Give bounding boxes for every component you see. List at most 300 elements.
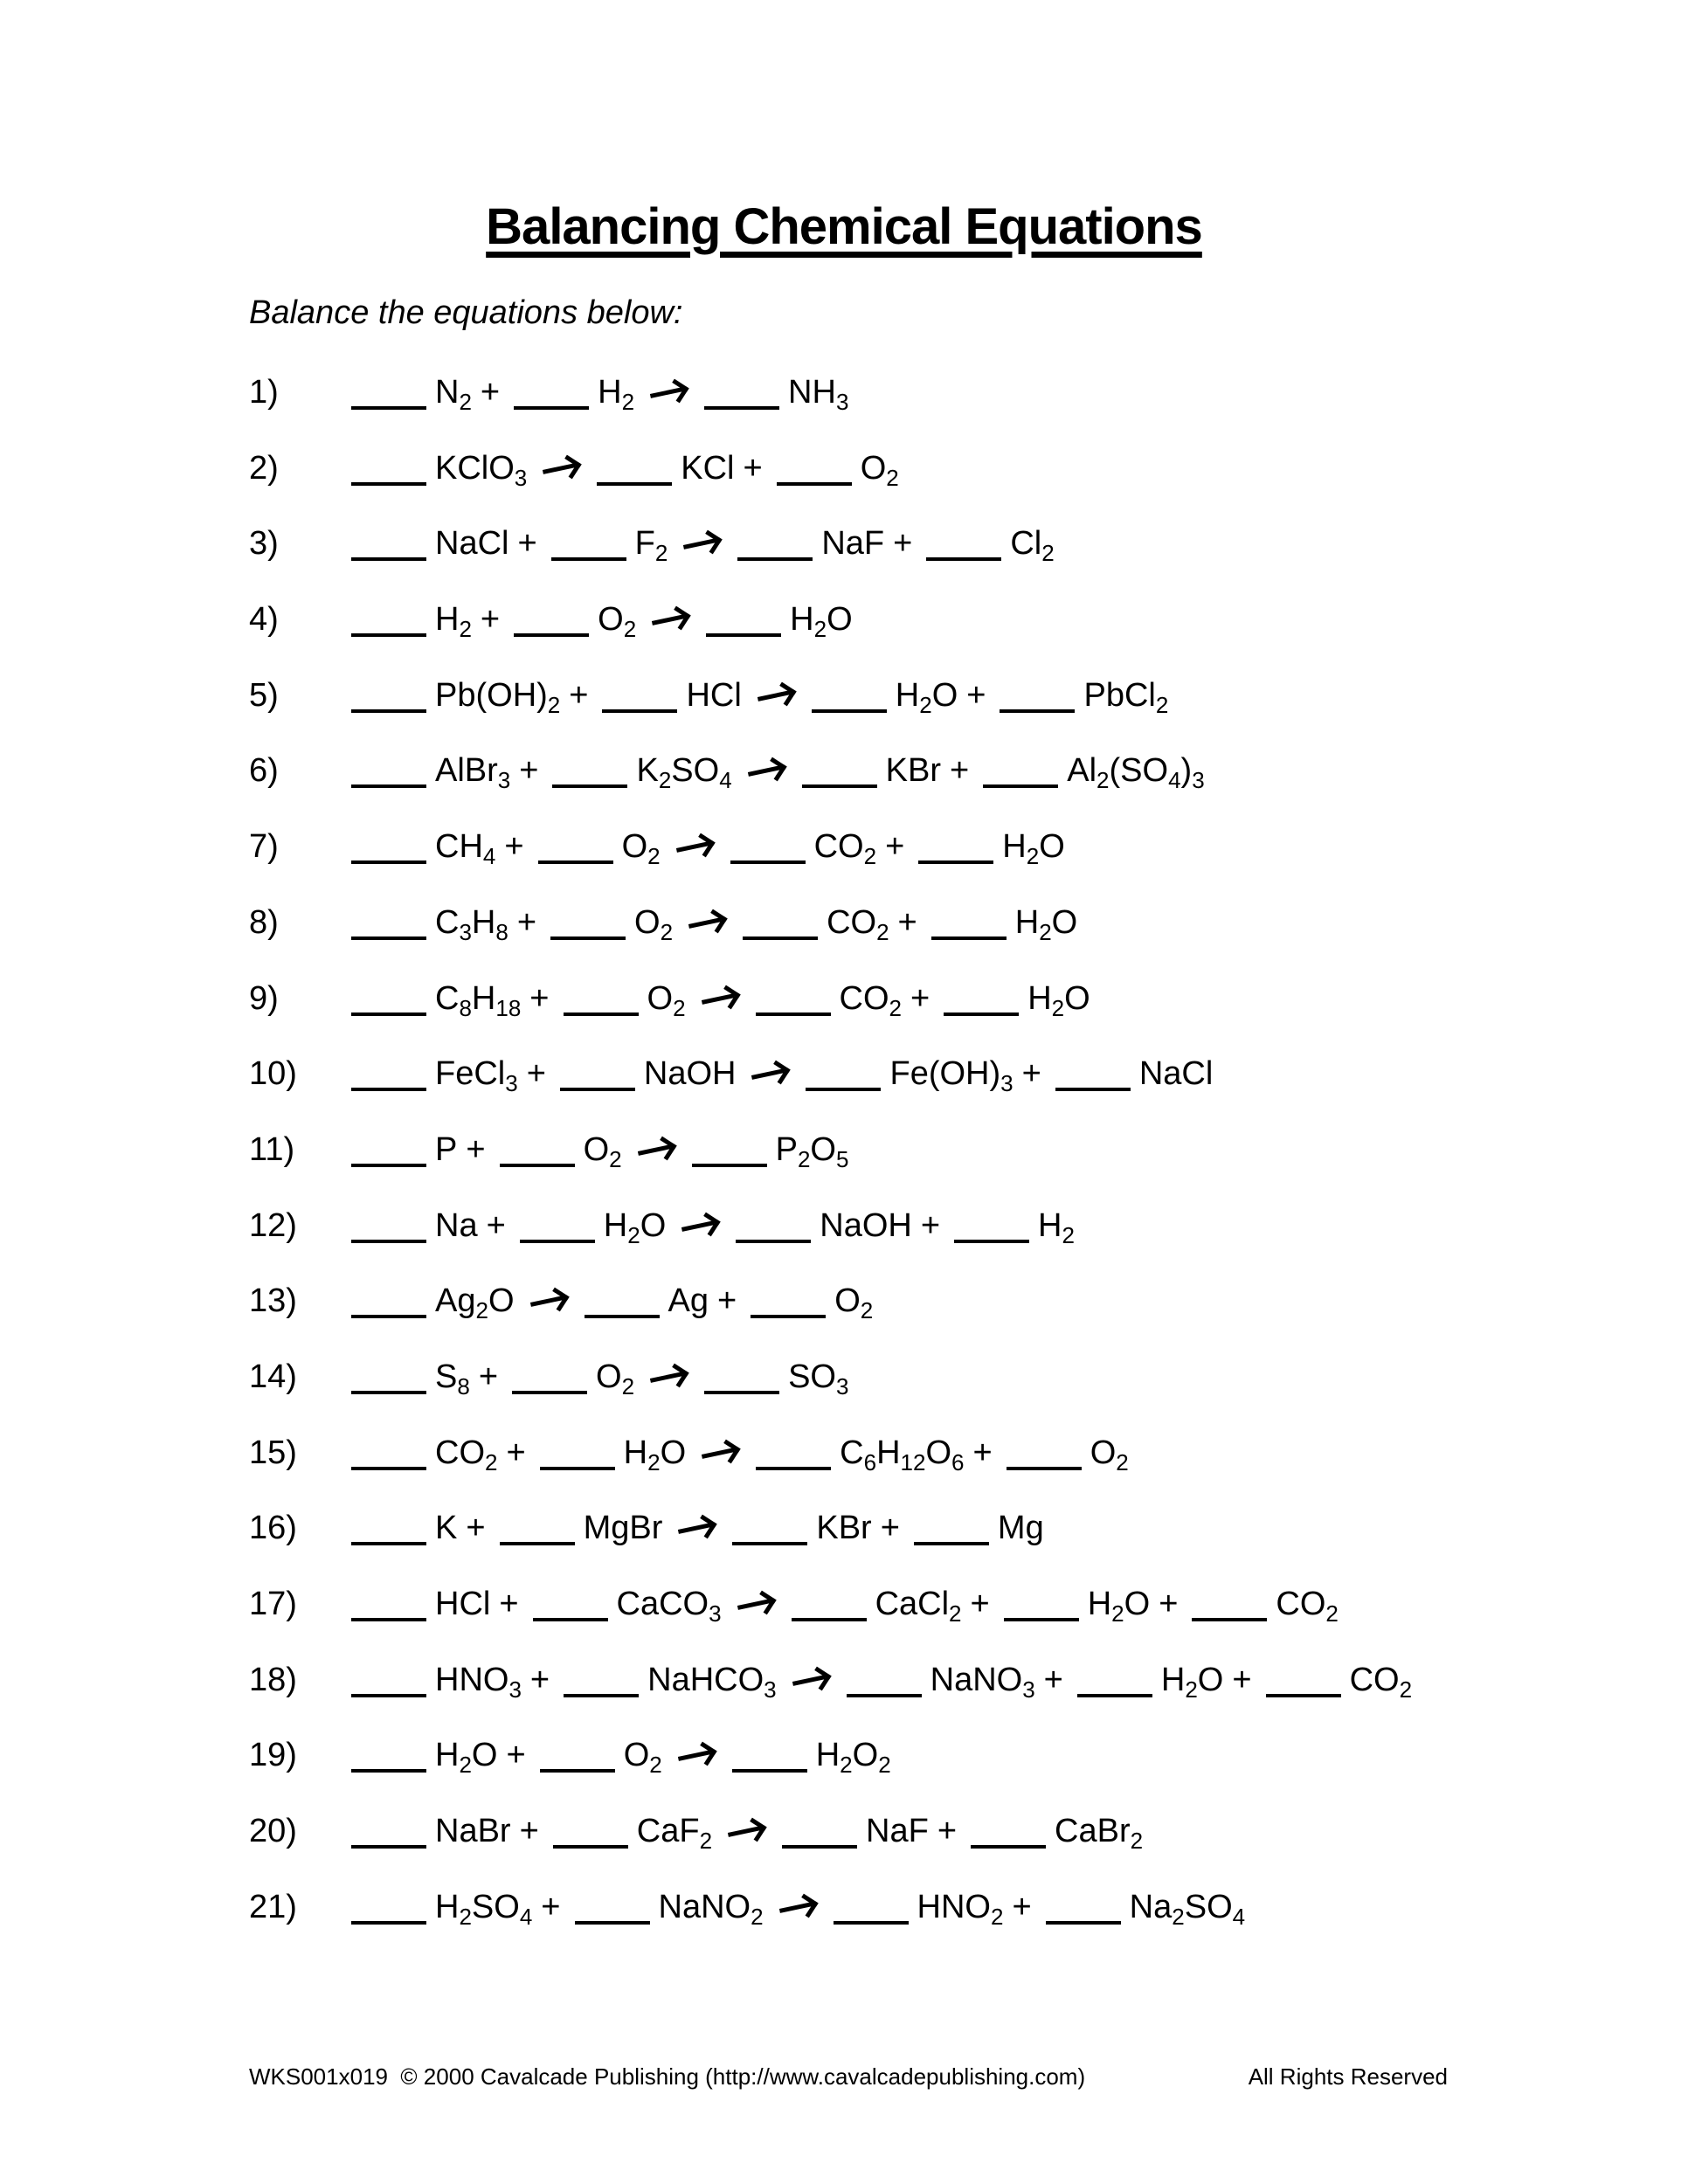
chemical-formula bbox=[886, 752, 941, 789]
answer-blank bbox=[806, 1061, 881, 1091]
formula-subscript: 2 bbox=[1116, 1448, 1129, 1476]
answer-blank bbox=[351, 758, 426, 788]
answer-blank bbox=[782, 1819, 857, 1849]
formula-text: HCl bbox=[435, 1586, 491, 1622]
answer-blank bbox=[730, 834, 806, 864]
answer-blank bbox=[914, 1516, 989, 1545]
formula-text: O bbox=[471, 1737, 498, 1774]
formula-subscript: 2 bbox=[751, 1903, 764, 1930]
formula-text: O bbox=[1064, 979, 1090, 1017]
chemical-formula bbox=[681, 450, 734, 487]
answer-blank bbox=[1266, 1668, 1341, 1697]
equation-number: 17) bbox=[249, 1586, 297, 1622]
answer-blank bbox=[533, 1592, 608, 1621]
answer-blank bbox=[847, 1668, 922, 1697]
formula-subscript: 2 bbox=[647, 1448, 661, 1476]
plus-operator: + bbox=[504, 828, 524, 866]
chemical-formula bbox=[435, 752, 511, 794]
formula-subscript: 2 bbox=[919, 691, 932, 718]
equation-row bbox=[249, 1582, 1636, 1626]
formula-subscript: 2 bbox=[1172, 1903, 1185, 1930]
formula-text: NH bbox=[788, 374, 836, 411]
formula-text: C bbox=[435, 903, 460, 941]
formula-text: C bbox=[840, 1434, 864, 1471]
chemical-formula bbox=[1055, 1813, 1144, 1855]
formula-subscript: 4 bbox=[482, 843, 496, 870]
formula-subscript: 3 bbox=[835, 389, 849, 415]
answer-blank bbox=[351, 607, 426, 637]
answer-blank bbox=[500, 1516, 575, 1545]
equation-number: 12) bbox=[249, 1206, 297, 1244]
arrow-right-icon bbox=[681, 1220, 715, 1232]
formula-subscript: 4 bbox=[1232, 1903, 1246, 1930]
chemical-formula bbox=[644, 1055, 737, 1092]
formula-text: H bbox=[1027, 979, 1052, 1017]
answer-blank bbox=[732, 1516, 807, 1545]
answer-blank bbox=[704, 380, 779, 410]
formula-subscript: 2 bbox=[1039, 918, 1052, 945]
formula-subscript: 2 bbox=[1026, 843, 1040, 870]
answer-blank bbox=[351, 1592, 426, 1621]
formula-text: H bbox=[1160, 1661, 1186, 1698]
formula-text: KBr bbox=[885, 752, 942, 790]
chemical-formula bbox=[435, 525, 508, 562]
equation-number: 4) bbox=[249, 601, 279, 639]
formula-subscript: 2 bbox=[1051, 994, 1065, 1021]
chemical-formula bbox=[775, 1130, 849, 1172]
answer-blank bbox=[692, 1137, 767, 1167]
answer-blank bbox=[737, 531, 813, 561]
answer-blank bbox=[743, 910, 818, 940]
formula-subscript: 2 bbox=[459, 1752, 472, 1779]
plus-operator: + bbox=[1159, 1586, 1179, 1622]
plus-operator: + bbox=[893, 525, 913, 563]
formula-text: AlBr bbox=[435, 752, 498, 790]
formula-text: PbCl bbox=[1083, 676, 1156, 714]
arrow-right-icon bbox=[637, 1144, 670, 1156]
chemical-formula bbox=[435, 1813, 511, 1849]
chemical-formula bbox=[584, 1510, 663, 1546]
formula-text: O bbox=[660, 1434, 687, 1471]
plus-operator: + bbox=[499, 1586, 519, 1622]
answer-blank bbox=[1077, 1668, 1152, 1697]
plus-operator: + bbox=[885, 828, 905, 866]
formula-subscript: 3 bbox=[497, 767, 511, 794]
equation-number: 2) bbox=[249, 449, 279, 487]
equation-row bbox=[249, 1128, 1636, 1171]
formula-subscript: 2 bbox=[1325, 1600, 1339, 1627]
formula-text: NaCl bbox=[435, 525, 509, 563]
formula-text: O bbox=[1090, 1434, 1117, 1471]
formula-text: H bbox=[623, 1434, 648, 1471]
plus-operator: + bbox=[526, 1055, 546, 1093]
chemical-formula bbox=[636, 1813, 713, 1855]
chemical-formula bbox=[889, 1055, 1013, 1097]
formula-text: NaOH bbox=[820, 1206, 912, 1244]
answer-blank bbox=[736, 1213, 811, 1243]
formula-text: CO bbox=[1276, 1586, 1326, 1622]
formula-subscript: 5 bbox=[835, 1145, 849, 1172]
plus-operator: + bbox=[517, 525, 537, 563]
answer-blank bbox=[1192, 1592, 1267, 1621]
formula-text: KBr bbox=[816, 1510, 872, 1547]
arrow-right-icon bbox=[702, 1448, 735, 1459]
equation-number: 21) bbox=[249, 1888, 297, 1925]
equation-row bbox=[249, 825, 1636, 868]
formula-text: H bbox=[471, 979, 496, 1017]
equation-row bbox=[249, 1885, 1636, 1929]
plus-operator: + bbox=[466, 1510, 486, 1547]
plus-operator: + bbox=[966, 676, 986, 714]
arrow-right-icon bbox=[778, 1902, 812, 1913]
formula-subscript: 2 bbox=[878, 1752, 891, 1779]
answer-blank bbox=[351, 834, 426, 864]
answer-blank bbox=[553, 1819, 628, 1849]
chemical-formula bbox=[603, 1206, 667, 1248]
formula-subscript: 2 bbox=[1111, 1600, 1124, 1627]
formula-text: NaNO bbox=[930, 1661, 1023, 1698]
page-title-text: Balancing Chemical Equations bbox=[486, 198, 1202, 255]
instructions-text: Balance the equations below: bbox=[249, 294, 683, 331]
formula-text: O bbox=[834, 1282, 861, 1320]
equation-number: 14) bbox=[249, 1358, 297, 1395]
answer-blank bbox=[564, 1668, 639, 1697]
formula-text: FeCl bbox=[435, 1055, 506, 1093]
formula-text: N bbox=[435, 374, 460, 411]
formula-text: CO bbox=[813, 828, 864, 866]
chemical-formula bbox=[816, 1510, 871, 1546]
formula-text: CO bbox=[827, 903, 877, 941]
answer-blank bbox=[552, 758, 627, 788]
formula-text: Fe(OH) bbox=[889, 1055, 1001, 1093]
formula-text: H bbox=[790, 601, 814, 639]
formula-subscript: 3 bbox=[459, 918, 472, 945]
formula-text: Mg bbox=[997, 1510, 1044, 1547]
formula-subscript: 2 bbox=[459, 389, 472, 415]
chemical-formula bbox=[813, 828, 877, 870]
formula-text: O bbox=[583, 1130, 610, 1168]
formula-text: H bbox=[598, 374, 622, 411]
formula-text: O bbox=[827, 601, 853, 639]
answer-blank bbox=[751, 1289, 826, 1318]
formula-text: CO bbox=[435, 1434, 485, 1471]
formula-subscript: 2 bbox=[699, 1828, 713, 1855]
formula-text: Na bbox=[1129, 1888, 1173, 1925]
answer-blank bbox=[954, 1213, 1029, 1243]
plus-operator: + bbox=[1021, 1055, 1041, 1093]
footer-right-text: All Rights Reserved bbox=[1248, 2063, 1448, 2090]
formula-text: F bbox=[634, 525, 655, 563]
answer-blank bbox=[540, 1743, 615, 1773]
chemical-formula bbox=[621, 828, 661, 870]
arrow-right-icon bbox=[758, 690, 791, 702]
chemical-formula bbox=[839, 979, 902, 1021]
formula-subscript: 2 bbox=[889, 994, 902, 1021]
answer-blank bbox=[351, 456, 426, 486]
plus-operator: + bbox=[920, 1206, 941, 1244]
formula-subscript: 2 bbox=[647, 843, 661, 870]
formula-subscript: 3 bbox=[1022, 1676, 1035, 1703]
chemical-formula bbox=[790, 601, 853, 643]
chemical-formula bbox=[658, 1888, 764, 1930]
formula-subscript: 2 bbox=[1155, 691, 1169, 718]
answer-blank bbox=[551, 531, 626, 561]
chemical-formula bbox=[647, 979, 686, 1021]
formula-text: CaBr bbox=[1055, 1813, 1131, 1850]
formula-text: O bbox=[810, 1130, 836, 1168]
answer-blank bbox=[351, 1668, 426, 1697]
formula-subscript: 4 bbox=[519, 1903, 533, 1930]
answer-blank bbox=[1055, 1061, 1131, 1091]
answer-blank bbox=[802, 758, 877, 788]
answer-blank bbox=[585, 1289, 660, 1318]
chemical-formula bbox=[875, 1586, 962, 1627]
formula-subscript: 8 bbox=[495, 918, 508, 945]
formula-text: C bbox=[435, 979, 460, 1017]
formula-text: H bbox=[471, 903, 496, 941]
plus-operator: + bbox=[516, 903, 537, 941]
arrow-right-icon bbox=[701, 993, 734, 1005]
answer-blank bbox=[756, 1441, 831, 1470]
answer-blank bbox=[351, 1137, 426, 1167]
formula-subscript: 2 bbox=[660, 918, 674, 945]
equation-row bbox=[249, 1431, 1636, 1475]
chemical-formula bbox=[435, 1586, 490, 1622]
formula-text: O bbox=[1124, 1586, 1151, 1622]
plus-operator: + bbox=[1012, 1888, 1032, 1925]
plus-operator: + bbox=[880, 1510, 900, 1547]
answer-blank bbox=[1000, 683, 1075, 713]
formula-text: SO bbox=[671, 752, 720, 790]
formula-subscript: 12 bbox=[900, 1448, 926, 1476]
answer-blank bbox=[351, 1441, 426, 1470]
answer-blank bbox=[351, 1895, 426, 1925]
answer-blank bbox=[777, 456, 852, 486]
formula-subscript: 2 bbox=[621, 389, 635, 415]
formula-text: O bbox=[931, 676, 958, 714]
equation-row bbox=[249, 370, 1636, 414]
formula-subscript: 8 bbox=[459, 994, 472, 1021]
chemical-formula bbox=[827, 903, 889, 945]
chemical-formula bbox=[435, 374, 472, 415]
chemical-formula bbox=[634, 903, 674, 945]
chemical-formula bbox=[623, 1737, 662, 1779]
equation-number: 18) bbox=[249, 1661, 297, 1698]
answer-blank bbox=[540, 1441, 615, 1470]
plus-operator: + bbox=[519, 752, 539, 790]
equation-number: 20) bbox=[249, 1813, 297, 1850]
formula-text: S bbox=[435, 1358, 458, 1395]
formula-text: Ag bbox=[435, 1282, 476, 1320]
answer-blank bbox=[351, 1743, 426, 1773]
chemical-formula bbox=[860, 449, 899, 491]
formula-subscript: 2 bbox=[886, 464, 899, 491]
answer-blank bbox=[500, 1137, 575, 1167]
formula-subscript: 3 bbox=[1000, 1070, 1013, 1097]
equation-number: 3) bbox=[249, 525, 279, 563]
formula-text: CO bbox=[1349, 1661, 1400, 1698]
answer-blank bbox=[351, 1365, 426, 1394]
answer-blank bbox=[351, 1061, 426, 1091]
chemical-formula bbox=[686, 677, 741, 714]
chemical-formula bbox=[895, 676, 958, 718]
formula-text: CH bbox=[435, 828, 483, 866]
chemical-formula bbox=[435, 979, 522, 1021]
formula-text: HNO bbox=[435, 1661, 509, 1698]
formula-subscript: 2 bbox=[991, 1903, 1004, 1930]
chemical-formula bbox=[1027, 979, 1090, 1021]
chemical-formula bbox=[1010, 525, 1055, 567]
chemical-formula bbox=[435, 1282, 515, 1324]
equation-number: 19) bbox=[249, 1737, 297, 1774]
formula-text: Al bbox=[1067, 752, 1097, 790]
plus-operator: + bbox=[910, 979, 930, 1017]
plus-operator: + bbox=[972, 1434, 993, 1471]
formula-text: O bbox=[488, 1282, 515, 1320]
answer-blank bbox=[564, 986, 639, 1016]
answer-blank bbox=[931, 910, 1007, 940]
arrow-right-icon bbox=[737, 1599, 770, 1610]
equation-row bbox=[249, 1355, 1636, 1399]
formula-subscript: 2 bbox=[797, 1145, 811, 1172]
formula-subscript: 2 bbox=[1041, 540, 1055, 567]
formula-subscript: 2 bbox=[485, 1448, 498, 1476]
arrow-right-icon bbox=[751, 1068, 785, 1080]
formula-text: H bbox=[435, 1737, 460, 1774]
answer-blank bbox=[575, 1895, 650, 1925]
formula-text: CaCl bbox=[875, 1586, 950, 1622]
chemical-formula bbox=[435, 903, 508, 945]
formula-subscript: 2 bbox=[876, 918, 889, 945]
answer-blank bbox=[351, 380, 426, 410]
formula-text: ) bbox=[1180, 752, 1193, 790]
arrow-right-icon bbox=[728, 1826, 761, 1837]
formula-subscript: 8 bbox=[457, 1372, 470, 1400]
chemical-formula bbox=[623, 1434, 687, 1476]
arrow-right-icon bbox=[748, 766, 781, 778]
formula-text: NaBr bbox=[435, 1813, 511, 1850]
formula-text: H bbox=[1014, 903, 1040, 941]
equation-row bbox=[249, 1658, 1636, 1702]
formula-text: KCl bbox=[681, 449, 735, 487]
chemical-formula bbox=[1002, 828, 1065, 870]
formula-text: Pb(OH) bbox=[435, 676, 548, 714]
formula-subscript: 2 bbox=[623, 616, 637, 643]
formula-text: O bbox=[647, 979, 674, 1017]
plus-operator: + bbox=[897, 903, 917, 941]
equation-row bbox=[249, 522, 1636, 565]
plus-operator: + bbox=[466, 1130, 486, 1168]
answer-blank bbox=[520, 1213, 595, 1243]
chemical-formula bbox=[834, 1282, 874, 1324]
formula-text: CO bbox=[839, 979, 889, 1017]
answer-blank bbox=[602, 683, 677, 713]
formula-subscript: 2 bbox=[1097, 767, 1110, 794]
plus-operator: + bbox=[1043, 1661, 1063, 1698]
formula-text: SO bbox=[788, 1358, 836, 1395]
arrow-right-icon bbox=[529, 1296, 563, 1307]
formula-subscript: 2 bbox=[1185, 1676, 1198, 1703]
chemical-formula bbox=[435, 1055, 518, 1097]
chemical-formula bbox=[815, 1737, 891, 1779]
formula-subscript: 3 bbox=[514, 464, 528, 491]
arrow-right-icon bbox=[792, 1675, 826, 1686]
formula-text: O bbox=[860, 449, 887, 487]
plus-operator: + bbox=[480, 374, 501, 411]
answer-blank bbox=[351, 910, 426, 940]
chemical-formula bbox=[998, 1510, 1044, 1546]
answer-blank bbox=[834, 1895, 909, 1925]
arrow-right-icon bbox=[683, 538, 716, 549]
answer-blank bbox=[732, 1743, 807, 1773]
chemical-formula bbox=[788, 1358, 849, 1400]
arrow-right-icon bbox=[652, 614, 685, 625]
chemical-formula bbox=[1067, 752, 1205, 794]
plus-operator: + bbox=[478, 1358, 499, 1395]
plus-operator: + bbox=[529, 1661, 550, 1698]
formula-text: O bbox=[1051, 903, 1078, 941]
equation-row bbox=[249, 901, 1636, 944]
formula-subscript: 2 bbox=[860, 1297, 874, 1324]
footer-left-text: WKS001x019 © 2000 Cavalcade Publishing (http://www.cavalcadepublishing.com) bbox=[249, 2063, 1086, 2090]
formula-subscript: 2 bbox=[813, 616, 827, 643]
formula-subscript: 3 bbox=[764, 1676, 777, 1703]
plus-operator: + bbox=[1232, 1661, 1252, 1698]
answer-blank bbox=[1007, 1441, 1082, 1470]
chemical-formula bbox=[1160, 1661, 1224, 1703]
answer-blank bbox=[1046, 1895, 1121, 1925]
equation-row bbox=[249, 1809, 1636, 1853]
equation-row bbox=[249, 1506, 1636, 1550]
formula-text: Na bbox=[435, 1206, 478, 1244]
formula-text: O bbox=[1039, 828, 1065, 866]
formula-text: CaCO bbox=[616, 1586, 709, 1622]
plus-operator: + bbox=[717, 1282, 737, 1320]
plus-operator: + bbox=[970, 1586, 990, 1622]
answer-blank bbox=[512, 1365, 587, 1394]
equation-number: 5) bbox=[249, 676, 279, 714]
chemical-formula bbox=[634, 525, 668, 567]
formula-text: SO bbox=[1184, 1888, 1233, 1925]
answer-blank bbox=[351, 1213, 426, 1243]
equation-number: 10) bbox=[249, 1055, 297, 1093]
formula-text: O bbox=[598, 601, 624, 639]
chemical-formula bbox=[1276, 1586, 1339, 1627]
equation-row bbox=[249, 1204, 1636, 1248]
formula-subscript: 3 bbox=[835, 1372, 849, 1400]
answer-blank bbox=[706, 607, 781, 637]
arrow-right-icon bbox=[678, 1750, 711, 1761]
formula-text: H bbox=[895, 676, 920, 714]
formula-subscript: 6 bbox=[863, 1448, 877, 1476]
formula-text: NaF bbox=[866, 1813, 929, 1850]
formula-text: HCl bbox=[686, 676, 742, 714]
equation-number: 16) bbox=[249, 1510, 297, 1547]
plus-operator: + bbox=[950, 752, 970, 790]
answer-blank bbox=[944, 986, 1019, 1016]
formula-text: NaCl bbox=[1138, 1055, 1214, 1093]
answer-blank bbox=[351, 683, 426, 713]
answer-blank bbox=[812, 683, 887, 713]
formula-subscript: 2 bbox=[1399, 1676, 1413, 1703]
formula-text: NaF bbox=[821, 525, 885, 563]
formula-subscript: 6 bbox=[951, 1448, 965, 1476]
equation-row bbox=[249, 598, 1636, 641]
chemical-formula bbox=[668, 1282, 709, 1319]
plus-operator: + bbox=[529, 979, 550, 1017]
formula-text: P bbox=[775, 1130, 798, 1168]
formula-subscript: 2 bbox=[658, 767, 672, 794]
